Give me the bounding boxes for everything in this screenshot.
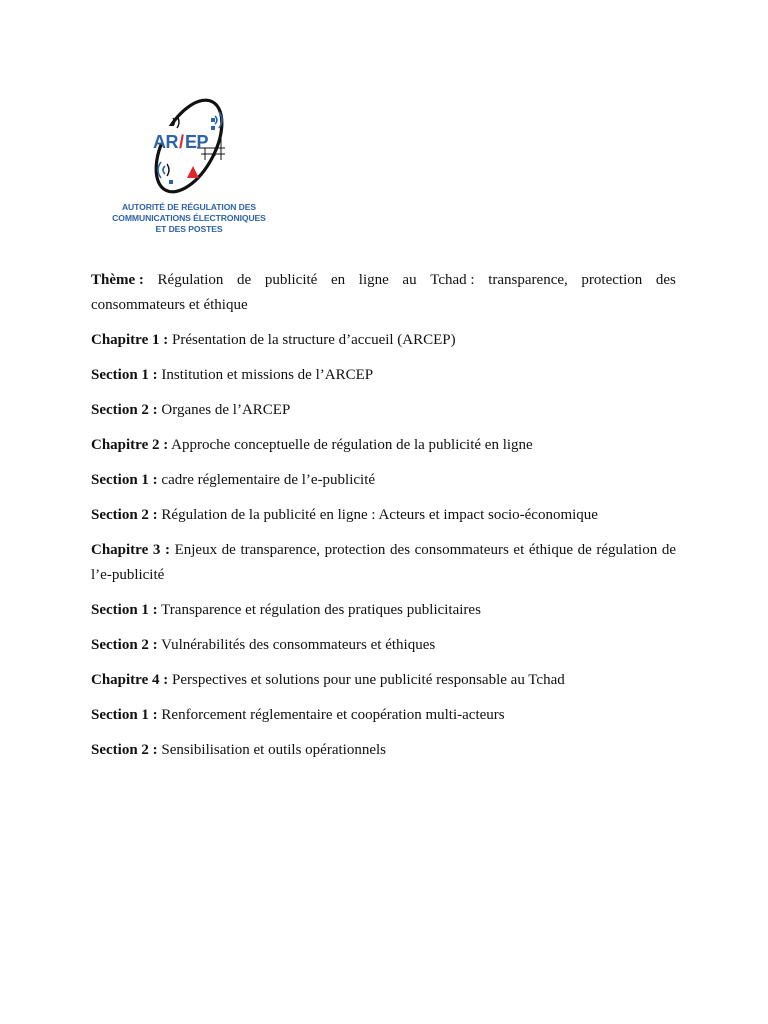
logo-caption-line: ET DES POSTES bbox=[155, 224, 223, 234]
outline-label: Chapitre 4 : bbox=[91, 672, 169, 688]
section-heading bbox=[91, 503, 676, 528]
chapter-heading bbox=[91, 433, 676, 458]
theme-word: transparence, bbox=[488, 272, 568, 288]
section-heading bbox=[91, 398, 676, 423]
theme-label: Thème : bbox=[91, 272, 144, 288]
logo-caption-line: COMMUNICATIONS ÉLECTRONIQUES bbox=[112, 213, 266, 223]
outline-text: Approche conceptuelle de régulation de la publicité en ligne bbox=[171, 437, 533, 453]
section-heading bbox=[91, 363, 676, 388]
outline-text: Renforcement réglementaire et coopération multi-acteurs bbox=[161, 707, 505, 723]
outline-label: Section 1 : bbox=[91, 707, 158, 723]
outline-text: cadre réglementaire de l’e-publicité bbox=[161, 472, 376, 488]
section-heading bbox=[91, 738, 676, 763]
outline-text: Transparence et régulation des pratiques publicitaires bbox=[161, 602, 481, 618]
svg-text:/: / bbox=[179, 132, 185, 152]
outline-label: Section 2 : bbox=[91, 507, 158, 523]
theme-word: en bbox=[330, 272, 346, 288]
chapter-heading bbox=[91, 538, 676, 588]
arcep-logo bbox=[93, 88, 285, 256]
svg-text:EP: EP bbox=[185, 132, 209, 152]
theme-word: ligne bbox=[358, 272, 389, 288]
section-heading bbox=[91, 468, 676, 493]
logo-caption bbox=[93, 202, 285, 235]
outline-text: Enjeux de transparence, protection des consommateurs et éthique de régulation de l’e-publicité bbox=[91, 542, 676, 583]
chapter-heading bbox=[91, 328, 676, 353]
theme-word: de bbox=[237, 272, 252, 288]
theme-word: au bbox=[402, 272, 417, 288]
outline-text: Sensibilisation et outils opérationnels bbox=[161, 742, 386, 758]
outline-label: Section 1 : bbox=[91, 472, 158, 488]
theme-word: Régulation bbox=[157, 272, 224, 288]
outline-label: Section 2 : bbox=[91, 637, 158, 653]
outline-text: Présentation de la structure d’accueil (ARCEP) bbox=[171, 332, 456, 348]
outline-body bbox=[91, 268, 676, 773]
outline-text: Perspectives et solutions pour une publicité responsable au Tchad bbox=[171, 672, 565, 688]
arcep-emblem-icon bbox=[93, 88, 285, 202]
theme-word: protection bbox=[581, 272, 643, 288]
outline-label: Chapitre 3 : bbox=[91, 542, 170, 558]
logo-caption-line: AUTORITÉ DE RÉGULATION DES bbox=[121, 202, 257, 212]
outline-label: Chapitre 2 : bbox=[91, 437, 169, 453]
outline-text: Vulnérabilités des consommateurs et éthiques bbox=[161, 637, 436, 653]
outline-label: Section 1 : bbox=[91, 367, 158, 383]
theme-word: publicité bbox=[264, 272, 318, 288]
outline-label: Section 1 : bbox=[91, 602, 158, 618]
outline-text: Régulation de la publicité en ligne : Acteurs et impact socio-économique bbox=[161, 507, 598, 523]
theme-second-line: consommateurs et éthique bbox=[91, 297, 248, 313]
section-heading bbox=[91, 598, 676, 623]
theme-paragraph bbox=[91, 268, 676, 318]
theme-first-line bbox=[91, 268, 676, 293]
outline-label: Section 2 : bbox=[91, 742, 158, 758]
chapter-heading bbox=[91, 668, 676, 693]
outline-text: Institution et missions de l’ARCEP bbox=[161, 367, 374, 383]
section-heading bbox=[91, 703, 676, 728]
theme-word: des bbox=[655, 272, 676, 288]
outline-label: Chapitre 1 : bbox=[91, 332, 169, 348]
section-heading bbox=[91, 633, 676, 658]
outline-label: Section 2 : bbox=[91, 402, 158, 418]
outline-text: Organes de l’ARCEP bbox=[161, 402, 291, 418]
theme-word: Tchad : bbox=[430, 272, 475, 288]
svg-text:AR: AR bbox=[153, 132, 178, 152]
